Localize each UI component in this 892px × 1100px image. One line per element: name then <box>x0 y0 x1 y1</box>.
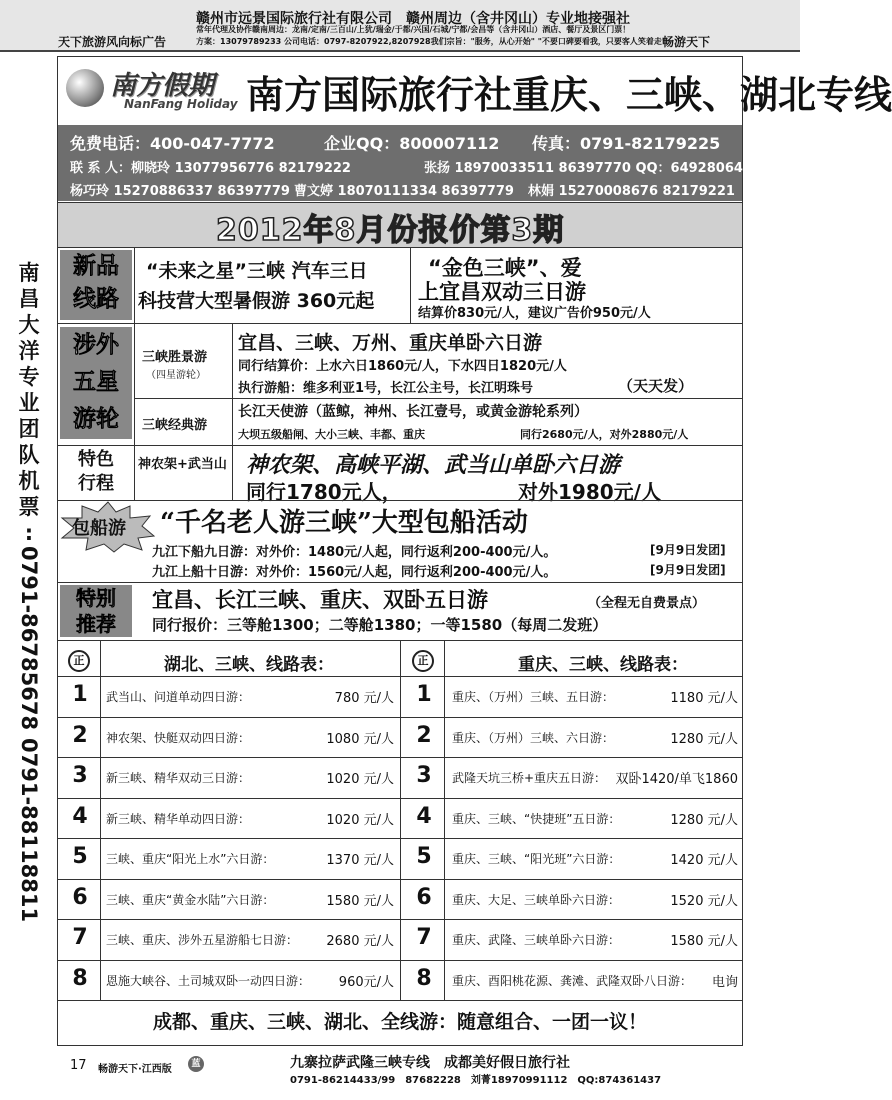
right-row-number: 3 <box>416 763 432 788</box>
footer-line2: 0791-86214433/99 87682228 刘菁18970991112 QQ:874361437 <box>290 1075 662 1086</box>
cruise-r2-l2: 大坝五级船闸、大小三峡、丰都、重庆 <box>238 428 425 441</box>
label-new-routes: 新品 线路 <box>60 250 132 320</box>
left-row-number: 1 <box>72 682 88 707</box>
table-row-divider <box>58 757 742 758</box>
left-row-number: 2 <box>72 722 88 748</box>
left-row-price: 1080 元/人 <box>326 731 394 747</box>
special-l2a: 同行1780元人， <box>246 480 402 504</box>
left-row-number: 8 <box>72 965 88 991</box>
charter-title: “千名老人游三峡”大型包船活动 <box>160 508 528 538</box>
page-number: 17 <box>70 1058 87 1073</box>
new-b2: 上宜昌双动三日游 <box>418 280 586 304</box>
right-row-name: 重庆、武隆、三峡单卧六日游： <box>452 933 621 947</box>
right-row-number: 6 <box>416 884 432 910</box>
period-text: 2012年8月份报价第3期 <box>216 213 565 248</box>
right-row-price: 双卧1420/单飞1860 <box>615 772 738 787</box>
charter-l1: 九江下船九日游：对外价：1480元/人起，同行返利200-400元/人。 <box>152 545 557 560</box>
left-row-price: 1020 元/人 <box>326 812 394 828</box>
table-row-divider <box>58 798 742 799</box>
left-row-number: 7 <box>72 925 88 950</box>
charter-l2: 九江上船十日游：对外价：1560元/人起，同行返利200-400元/人。 <box>152 565 557 580</box>
left-row-price: 2680 元/人 <box>326 934 394 949</box>
label-special: 特色 行程 <box>60 448 132 497</box>
divider <box>410 247 411 323</box>
row-divider <box>134 398 742 399</box>
logo-en: NanFang Holiday <box>124 97 238 111</box>
contact-row3a: 杨巧玲 15270886337 86397779 <box>70 184 290 199</box>
left-row-number: 6 <box>72 884 88 910</box>
left-row-name: 武当山、问道单动四日游： <box>106 690 251 704</box>
bottom-slogan: 成都、重庆、三峡、湖北、全线游：随意组合、一团一议！ <box>152 1011 647 1033</box>
footer <box>58 1048 742 1088</box>
right-row-name: 重庆、（万州）三峡、六日游： <box>452 730 615 745</box>
row-divider <box>58 323 742 324</box>
row-divider <box>58 676 742 677</box>
special-label: 神农架+武当山 <box>138 457 227 472</box>
charter-l2-date: [9月9日发团] <box>650 563 726 577</box>
left-row-number: 5 <box>72 844 88 869</box>
special-l1: 神农架、高峡平湖、武当山单卧六日游 <box>246 452 621 478</box>
right-row-name: 重庆、三峡、“阳光班”六日游： <box>452 852 621 866</box>
cruise-r1-sub: （四星游轮） <box>146 370 206 381</box>
right-row-price: 1280 元/人 <box>670 731 738 747</box>
contact-row2a: 联 系 人：柳晓玲 13077956776 82179222 <box>70 161 351 176</box>
right-row-price: 1180 元/人 <box>670 691 738 706</box>
left-row-name: 三峡、重庆“阳光上水”六日游： <box>106 852 275 866</box>
recommend-l1-note: （全程无自费景点） <box>588 596 706 611</box>
right-row-name: 武隆天坑三桥+重庆五日游： <box>452 771 607 785</box>
right-row-number: 2 <box>416 722 432 748</box>
table-row-divider <box>58 960 742 961</box>
recommend-l2: 同行报价：三等舱1300；二等舱1380；一等1580（每周二发班） <box>152 616 608 634</box>
left-row-name: 三峡、重庆、涉外五星游船七日游： <box>106 933 299 947</box>
footer-line1: 九寨拉萨武隆三峡专线 成都美好假日旅行社 <box>290 1055 570 1071</box>
left-row-number: 4 <box>72 803 88 829</box>
side-vertical <box>12 260 46 922</box>
right-row-name: 重庆、（万州）三峡、五日游： <box>452 690 615 704</box>
right-row-price: 1520 元/人 <box>670 893 738 909</box>
right-row-name: 重庆、大足、三峡单卧六日游： <box>452 892 621 907</box>
badge-right-icon: 正 <box>412 650 434 672</box>
cruise-r1-l3: 执行游船：维多利亚1号，长江公主号，长江明珠号 <box>238 381 534 396</box>
table-row-divider <box>58 717 742 718</box>
cruise-r1-l2: 同行结算价：上水六日1860元/人，下水四日1820元/人 <box>238 359 567 374</box>
right-row-name: 重庆、酉阳桃花源、龚滩、武隆双卧八日游： <box>452 973 693 988</box>
new-b1: “金色三峡”、爱 <box>428 256 582 280</box>
page-title: 南方国际旅行社重庆、三峡、湖北专线 <box>246 72 892 117</box>
free-phone: 免费电话：400-047-7772 <box>70 134 275 153</box>
right-row-number: 4 <box>416 803 432 829</box>
divider <box>232 323 233 445</box>
divider <box>232 445 233 500</box>
table-row-divider <box>58 879 742 880</box>
left-row-name: 三峡、重庆“黄金水陆”六日游： <box>106 892 275 907</box>
table-divider <box>400 640 401 1000</box>
right-row-name: 重庆、三峡、“快捷班”五日游： <box>452 811 621 826</box>
right-row-number: 5 <box>416 844 432 869</box>
logo-cn: 南方假期 <box>110 71 215 101</box>
left-row-price: 1020 元/人 <box>326 772 394 787</box>
contact-band <box>58 125 752 201</box>
left-row-price: 1370 元/人 <box>326 853 394 868</box>
nanfang-logo <box>66 63 242 119</box>
left-row-price: 960元/人 <box>338 974 394 990</box>
right-row-number: 8 <box>416 965 432 991</box>
period-banner <box>58 202 742 248</box>
side-phone1: 0791-86785678 <box>17 546 41 731</box>
new-b3: 结算价830元/人，建议广告价950元/人 <box>418 306 651 321</box>
contact-row3b: 曹文婷 18070111334 86397779 <box>294 184 514 199</box>
left-row-name: 恩施大峡谷、土司城双卧一动四日游： <box>106 973 311 988</box>
side-phone2: 0791-88118811 <box>17 738 41 923</box>
left-row-price: 1580 元/人 <box>326 893 394 909</box>
special-l2b: 对外1980元/人 <box>518 480 661 504</box>
charter-l1-date: [9月9日发团] <box>650 543 726 557</box>
contact-row3c: 林娟 15270008676 82179221 <box>528 184 735 199</box>
cruise-r2-l1: 长江天使游（蓝鲸，神州、长江壹号，或黄金游轮系列） <box>238 404 588 420</box>
divider <box>134 247 135 323</box>
label-foreign-cruise: 涉外 五星 游轮 <box>60 327 132 439</box>
right-row-number: 7 <box>416 925 432 950</box>
top-left-text: 天下旅游风向标广告 <box>58 35 167 49</box>
recommend-l1: 宜昌、长江三峡、重庆、双卧五日游 <box>152 588 488 612</box>
right-table-title: 重庆、三峡、线路表： <box>518 655 688 675</box>
right-row-price: 电询 <box>711 974 738 990</box>
table-row-divider <box>58 838 742 839</box>
cruise-r1-label: 三峡胜景游 <box>142 350 208 365</box>
charter-label: 包船游 <box>72 518 126 539</box>
left-row-name: 新三峡、精华单动四日游： <box>106 811 251 826</box>
top-line3: 方案：13079789233 公司电话：0797-8207922,8207928我们宗旨："服务，从心开始" "不要口碑要看我，只要客人笑着走" <box>196 37 667 46</box>
right-row-price: 1580 元/人 <box>670 934 738 949</box>
left-table-title: 湖北、三峡、线路表： <box>164 655 334 675</box>
left-row-price: 780 元/人 <box>334 691 394 706</box>
top-right-text: 畅游天下 <box>662 35 711 49</box>
divider <box>134 323 135 445</box>
logo-globe-icon <box>66 69 104 107</box>
cruise-r2-price: 同行2680元/人，对外2880元/人 <box>520 428 689 441</box>
right-row-price: 1420 元/人 <box>670 853 738 868</box>
new-a2: 科技营大型暑假游 360元起 <box>138 290 375 312</box>
enterprise-qq: 企业QQ：800007112 <box>324 134 500 153</box>
right-row-number: 1 <box>416 682 432 707</box>
top-banner <box>0 0 800 52</box>
right-row-price: 1280 元/人 <box>670 812 738 828</box>
top-line2: 常年代理及协作赣南周边：龙南/定南/三百山/上犹/瑞金/于都/兴国/石城/宁都/会昌等（含井冈山）酒店、餐厅及景区门票！ <box>196 25 631 34</box>
cruise-r2-label: 三峡经典游 <box>142 418 208 433</box>
row-divider <box>58 582 742 583</box>
side-chars: 南 昌 大 洋 专 业 团 队 机 票 : <box>18 261 40 545</box>
publication: 畅游天下·江西版 <box>98 1064 172 1075</box>
badge-left-icon: 正 <box>68 650 90 672</box>
left-row-name: 神农架、快艇双动四日游： <box>106 730 251 745</box>
label-recommend: 特别 推荐 <box>60 585 132 637</box>
contact-row2b: 张扬 18970033511 86397770 QQ：649280648 <box>424 161 752 176</box>
new-a1: “未来之星”三峡 汽车三日 <box>146 260 368 282</box>
pub-badge-icon: 蓝 <box>188 1056 204 1072</box>
row-divider <box>58 500 742 501</box>
cruise-daily: （天天发） <box>618 377 694 395</box>
top-company: 赣州市远景国际旅行社有限公司 赣州周边（含井冈山）专业地接强社 <box>196 11 630 27</box>
fax: 传真：0791-82179225 <box>532 134 721 153</box>
table-row-divider <box>58 919 742 920</box>
row-divider <box>58 445 742 446</box>
left-row-number: 3 <box>72 763 88 788</box>
left-row-name: 新三峡、精华双动三日游： <box>106 771 251 785</box>
cruise-r1-l1: 宜昌、三峡、万州、重庆单卧六日游 <box>238 332 543 354</box>
divider <box>134 445 135 500</box>
